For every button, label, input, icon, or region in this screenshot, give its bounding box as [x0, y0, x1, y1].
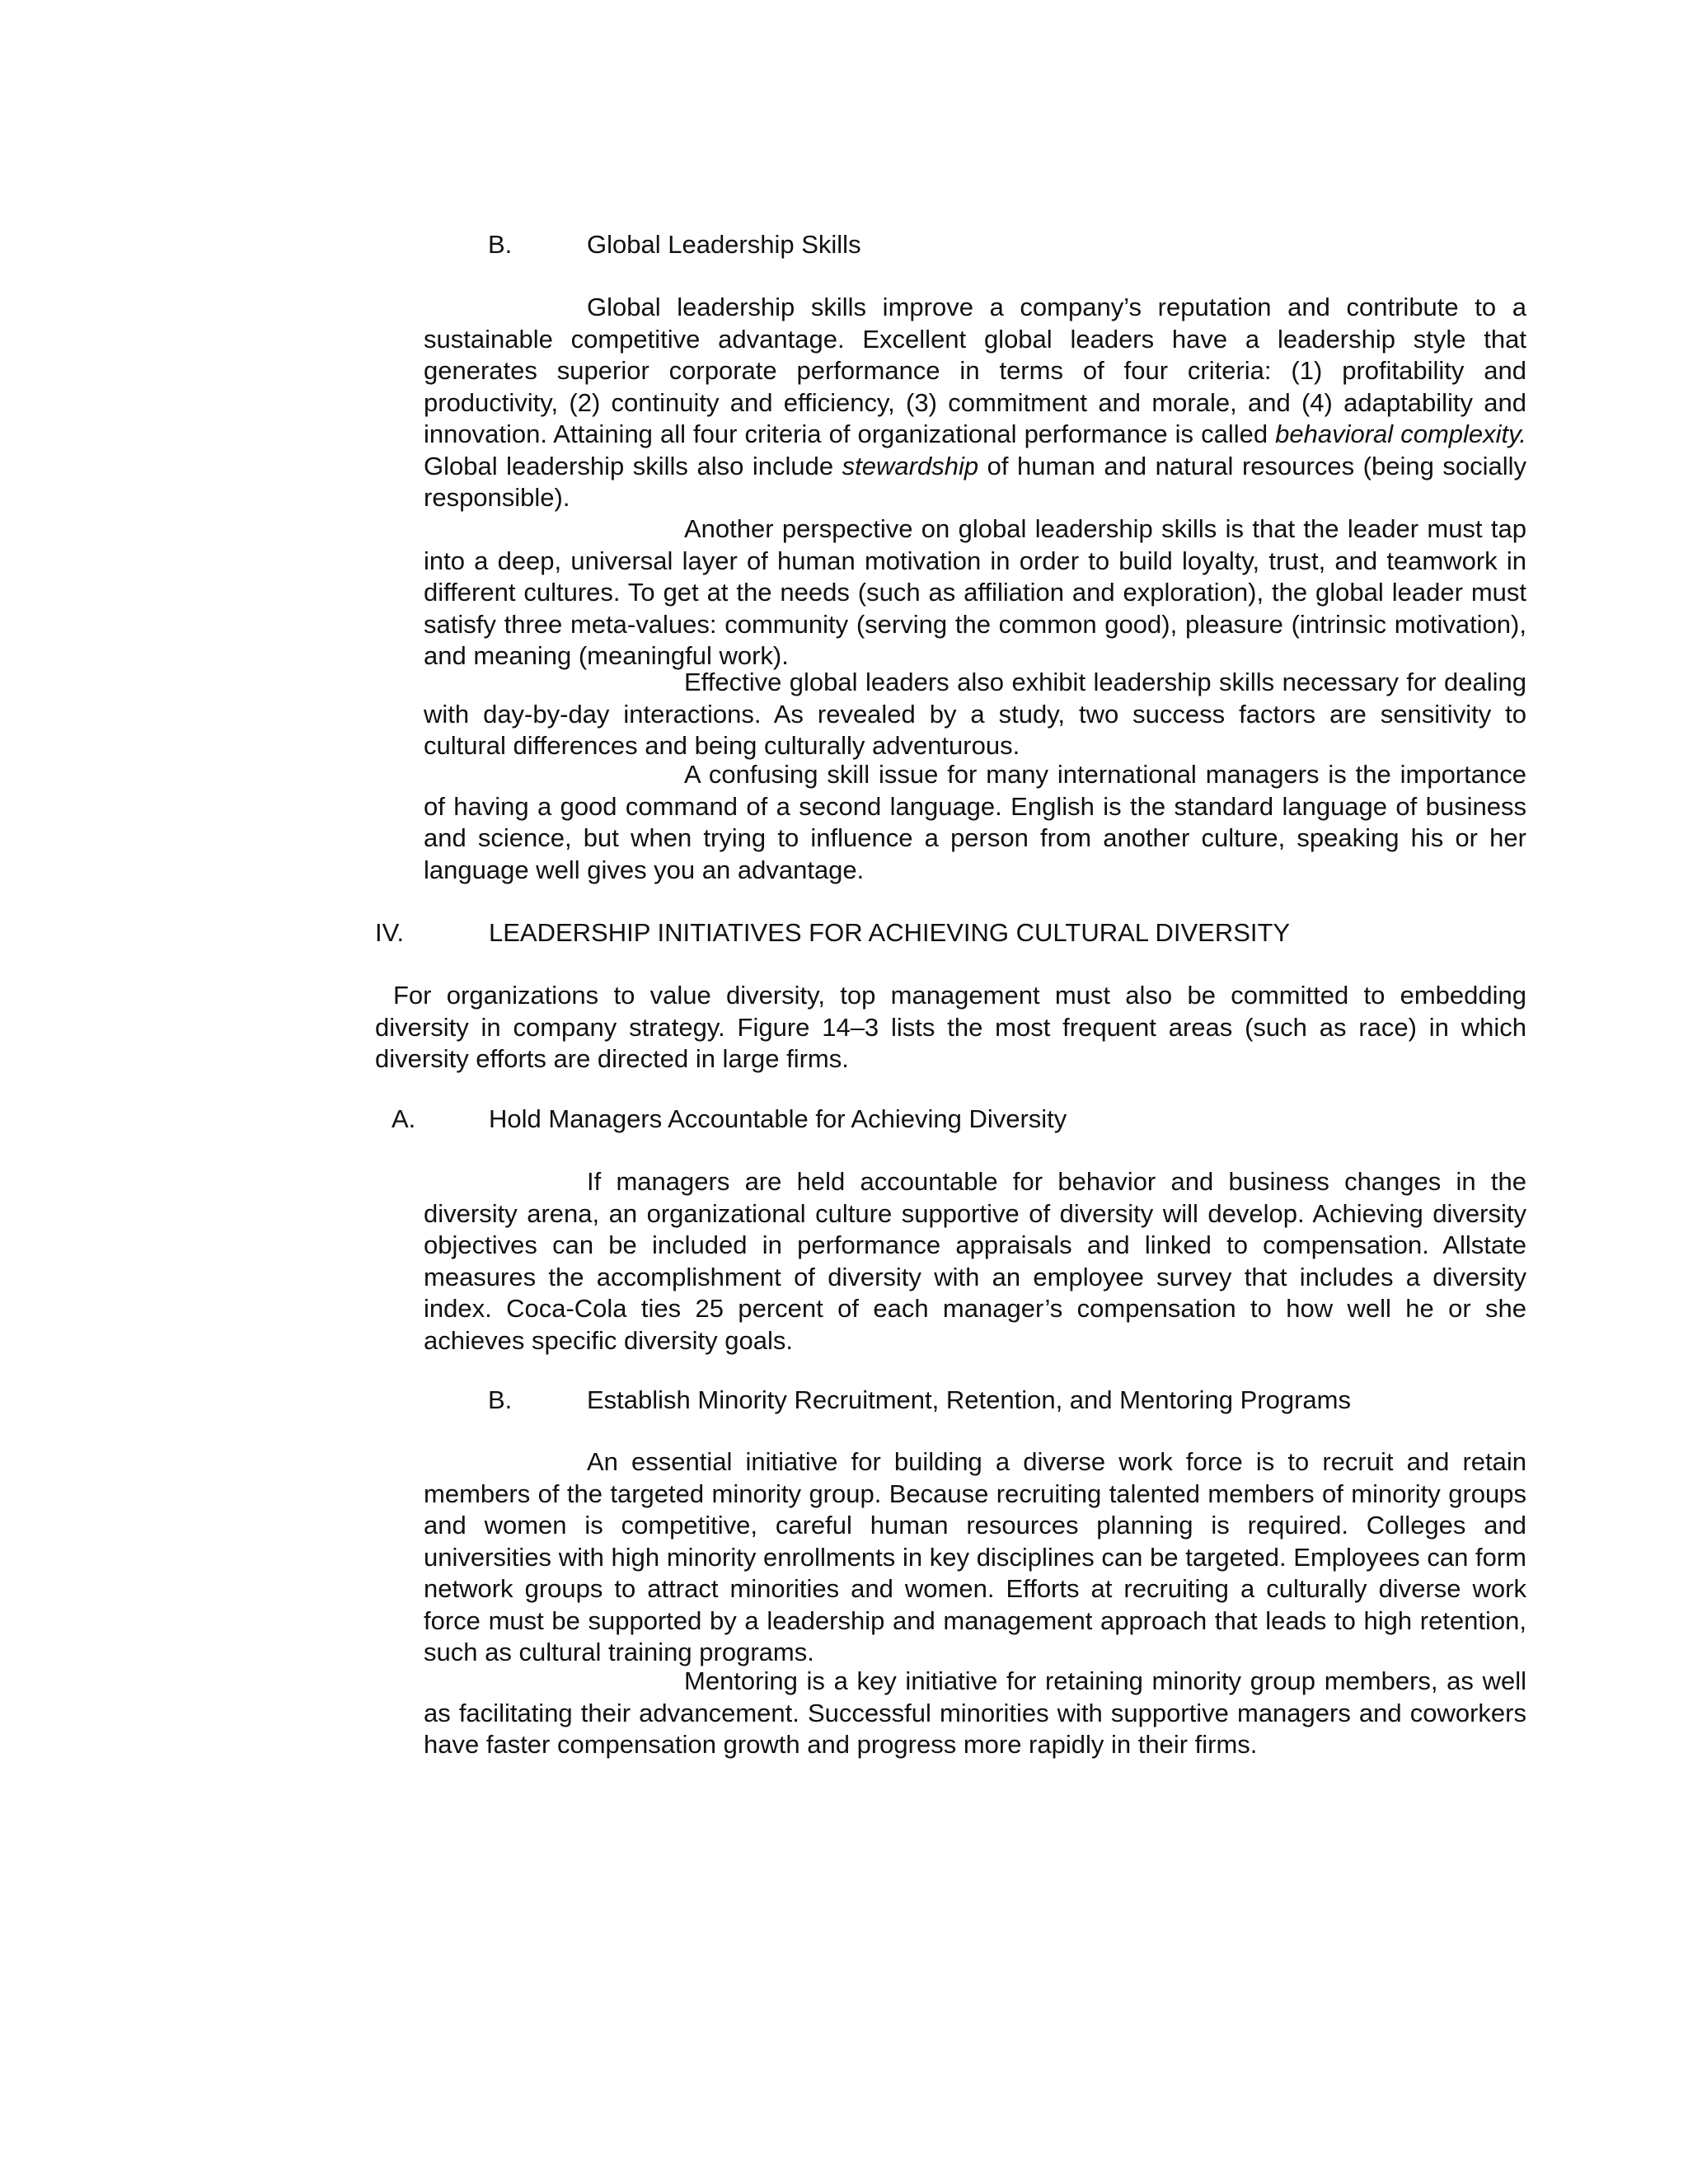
section-title: Hold Managers Accountable for Achieving Diversity — [489, 1104, 1067, 1133]
section-marker: IV. — [375, 918, 405, 947]
paragraph-second-language: A confusing skill issue for many international managers is the importance of having a good command of a second language. English is the standard language of business and science, but when trying to influence a person from another culture, speaking his or her language well gives you an advantage. — [424, 760, 1526, 884]
section-heading-minority-recruitment — [488, 1385, 1559, 1416]
paragraph-recruit-and-retain: An essential initiative for building a diverse work force is to recruit and retain members of the targeted minority group. Because recruiting talented members of minority groups and women is competitive, careful human resources planning is required. Colleges and universities with high minority enrollments in key disciplines can be targeted. Employees can form network groups to attract minorities and women. Efforts at recruiting a culturally diverse work force must be supported by a leadership and management approach that leads to high retention, such as cultural training programs. — [424, 1447, 1526, 1666]
section-title: Establish Minority Recruitment, Retention, and Mentoring Programs — [587, 1385, 1351, 1414]
section-heading-hold-managers-accountable — [392, 1104, 1381, 1135]
paragraph-text: of human and natural resources (being socially responsible). — [424, 451, 1527, 512]
paragraph-text: Global leadership skills improve a company’s reputation and contribute to a sustainable competitive advantage. Excellent global leaders have a leadership style that generates superior corporate performance in terms of four criteria: (1) profitability and productivity, (2) continuity and efficiency, (3) commitment and morale, and (4) adaptability and innovation. Attaining all four criteria of organizational performance is called — [424, 293, 1526, 448]
paragraph-global-leadership-intro — [424, 292, 1526, 514]
section-heading-global-leadership-skills — [488, 229, 1230, 260]
section-title: LEADERSHIP INITIATIVES FOR ACHIEVING CULTURAL DIVERSITY — [489, 918, 1291, 947]
paragraph-motivation-perspective: Another perspective on global leadership skills is that the leader must tap into a deep, universal layer of human motivation in order to build loyalty, trust, and teamwork in different cultures. To get at the needs (such as affiliation and exploration), the global leader must satisfy three meta-values: community (serving the common good), pleasure (intrinsic motivation), and meaning (meaningful work). — [424, 514, 1526, 670]
section-title: Global Leadership Skills — [587, 230, 861, 259]
paragraph-text: Global leadership skills also include — [424, 451, 842, 480]
term-behavioral-complexity: behavioral complexity. — [1275, 419, 1526, 448]
term-stewardship: stewardship — [842, 451, 979, 480]
paragraph-mentoring: Mentoring is a key initiative for retaining minority group members, as well as facilitating their advancement. Successful minorities with supportive managers and coworkers have faster compensation growth and progress more rapidly in their firms. — [424, 1666, 1526, 1759]
paragraph-managers-accountable: If managers are held accountable for behavior and business changes in the diversity arena, an organizational culture supportive of diversity will develop. Achieving diversity objectives can be included in performance appraisals and linked to compensation. Allstate measures the accomplishment of diversity with an employee survey that includes a diversity index. Coca-Cola ties 25 percent of each manager’s compensation to how well he or she achieves specific diversity goals. — [424, 1167, 1526, 1355]
section-marker: A. — [392, 1104, 416, 1133]
paragraph-day-by-day-interactions: Effective global leaders also exhibit leadership skills necessary for dealing with day-by-day interactions. As revealed by a study, two success factors are sensitivity to cultural differences and being culturally adventurous. — [424, 668, 1526, 760]
section-heading-leadership-initiatives — [375, 917, 1529, 949]
section-marker: B. — [488, 230, 513, 259]
section-marker: B. — [488, 1385, 513, 1414]
paragraph-value-diversity: For organizations to value diversity, top management must also be committed to embedding diversity in company strategy. Figure 14–3 lists the most frequent areas (such as race) in which diversity efforts are directed in large firms. — [375, 981, 1526, 1073]
